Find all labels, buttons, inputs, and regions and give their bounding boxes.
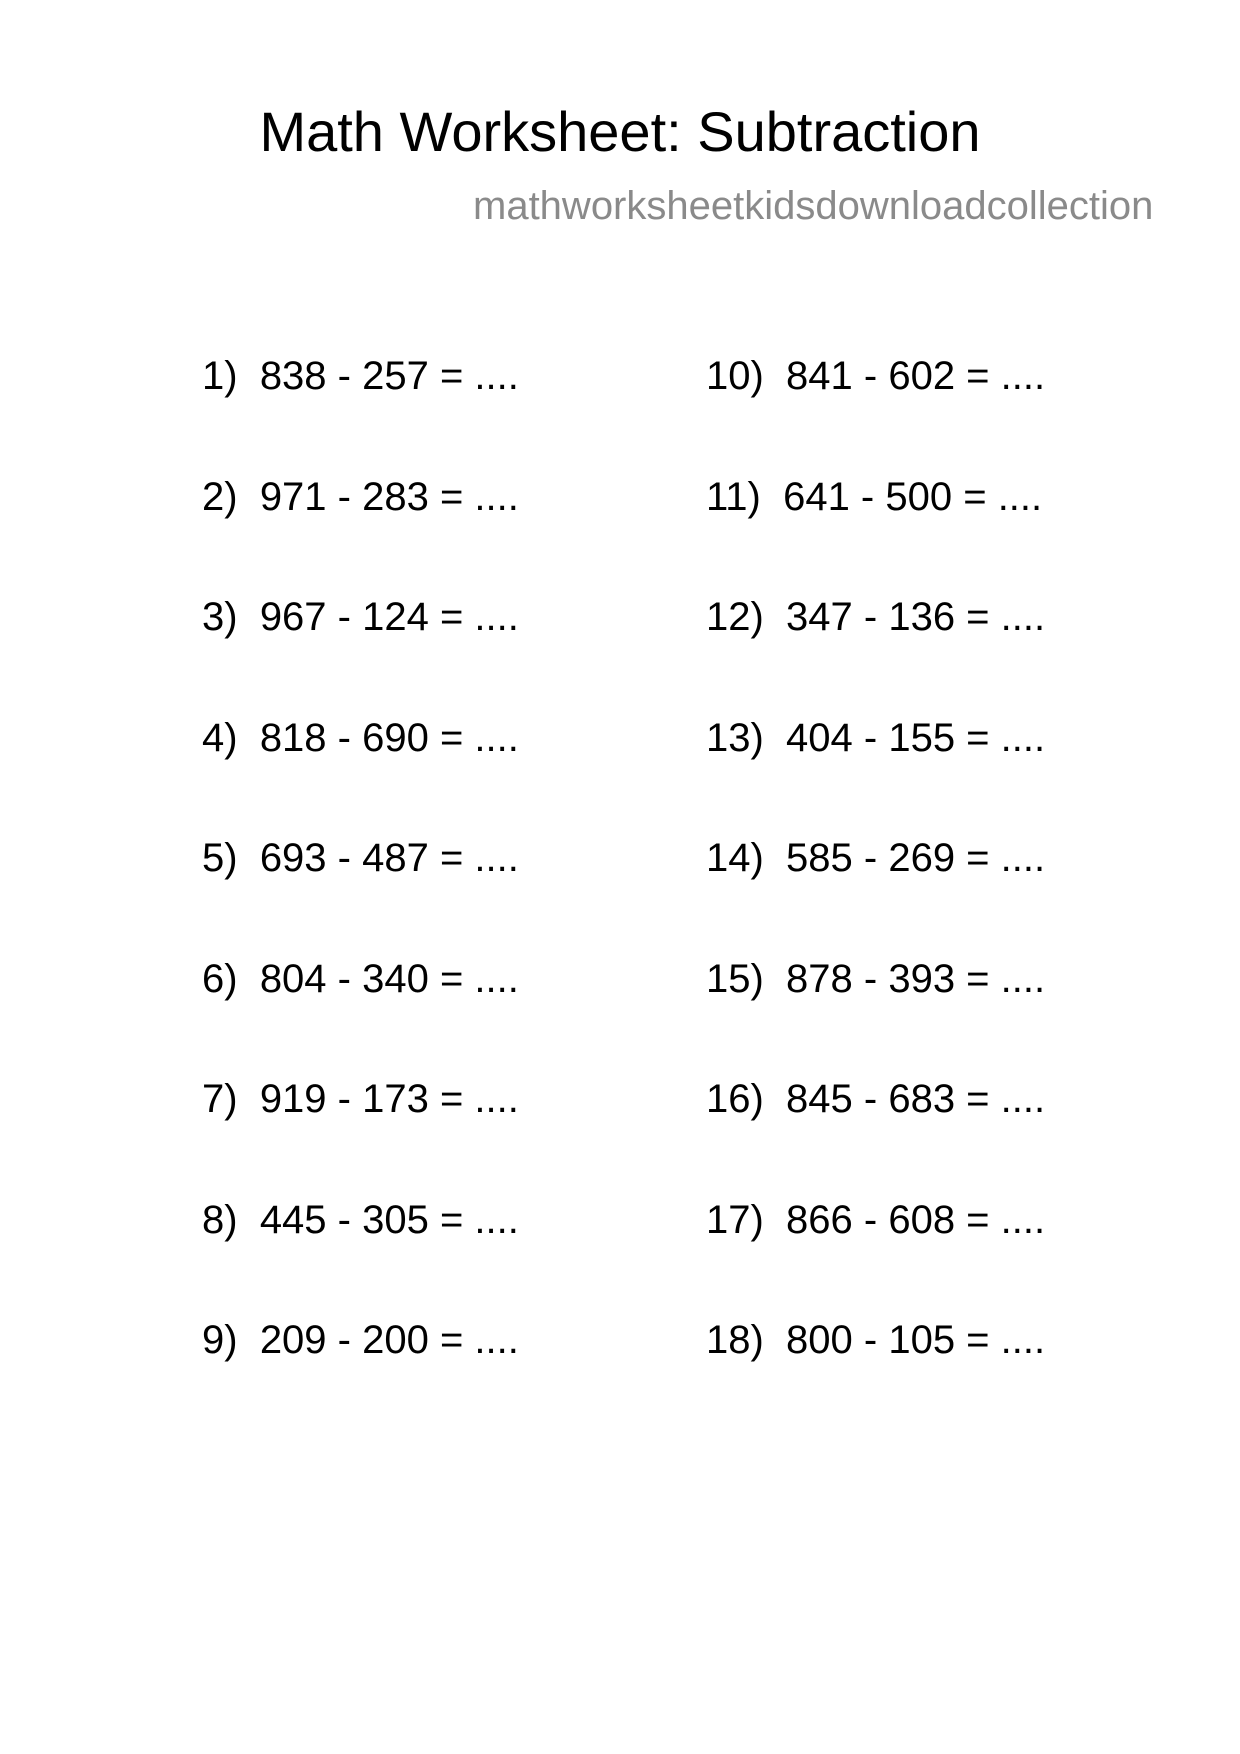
problem-expression: 841 - 602 = .... [786,354,1046,398]
problem-15 [706,955,1045,1003]
problem-number: 12) [706,595,764,639]
problem-expression: 693 - 487 = .... [259,836,519,880]
problem-number: 17) [706,1198,764,1242]
problem-6 [202,955,519,1003]
problem-1 [202,352,519,400]
problem-11 [706,473,1042,521]
problem-9 [202,1316,519,1364]
problem-3 [202,593,519,641]
problem-5 [202,834,519,882]
problem-8 [202,1196,519,1244]
problem-number: 2) [202,475,238,519]
problem-expression: 967 - 124 = .... [259,595,519,639]
problem-expression: 818 - 690 = .... [259,716,519,760]
problem-number: 4) [202,716,238,760]
problem-number: 10) [706,354,764,398]
problem-number: 15) [706,957,764,1001]
problem-number: 6) [202,957,238,1001]
problem-number: 1) [202,354,238,398]
problem-number: 8) [202,1198,238,1242]
page-title: Math Worksheet: Subtraction [259,100,981,163]
problem-expression: 919 - 173 = .... [259,1077,519,1121]
problem-expression: 878 - 393 = .... [786,957,1046,1001]
problem-number: 11) [706,475,761,519]
problem-expression: 800 - 105 = .... [786,1318,1046,1362]
problem-number: 13) [706,716,764,760]
problem-expression: 209 - 200 = .... [259,1318,519,1362]
problem-expression: 347 - 136 = .... [786,595,1046,639]
problem-number: 3) [202,595,238,639]
problem-number: 14) [706,836,764,880]
problem-number: 9) [202,1318,238,1362]
problem-17 [706,1196,1045,1244]
problem-13 [706,714,1045,762]
problem-expression: 866 - 608 = .... [786,1198,1046,1242]
problem-number: 7) [202,1077,238,1121]
page-subtitle: mathworksheetkidsdownloadcollection [473,184,1154,228]
problem-expression: 845 - 683 = .... [786,1077,1046,1121]
problem-2 [202,473,519,521]
problem-number: 18) [706,1318,764,1362]
problem-expression: 641 - 500 = .... [783,475,1043,519]
problem-number: 5) [202,836,238,880]
problem-expression: 804 - 340 = .... [259,957,519,1001]
problem-12 [706,593,1045,641]
problem-expression: 445 - 305 = .... [259,1198,519,1242]
problem-14 [706,834,1045,882]
problem-10 [706,352,1045,400]
problem-expression: 404 - 155 = .... [786,716,1046,760]
problem-16 [706,1075,1045,1123]
problem-4 [202,714,519,762]
problem-expression: 585 - 269 = .... [786,836,1046,880]
problem-7 [202,1075,519,1123]
problem-number: 16) [706,1077,764,1121]
problem-expression: 971 - 283 = .... [259,475,519,519]
problem-18 [706,1316,1045,1364]
problem-expression: 838 - 257 = .... [259,354,519,398]
